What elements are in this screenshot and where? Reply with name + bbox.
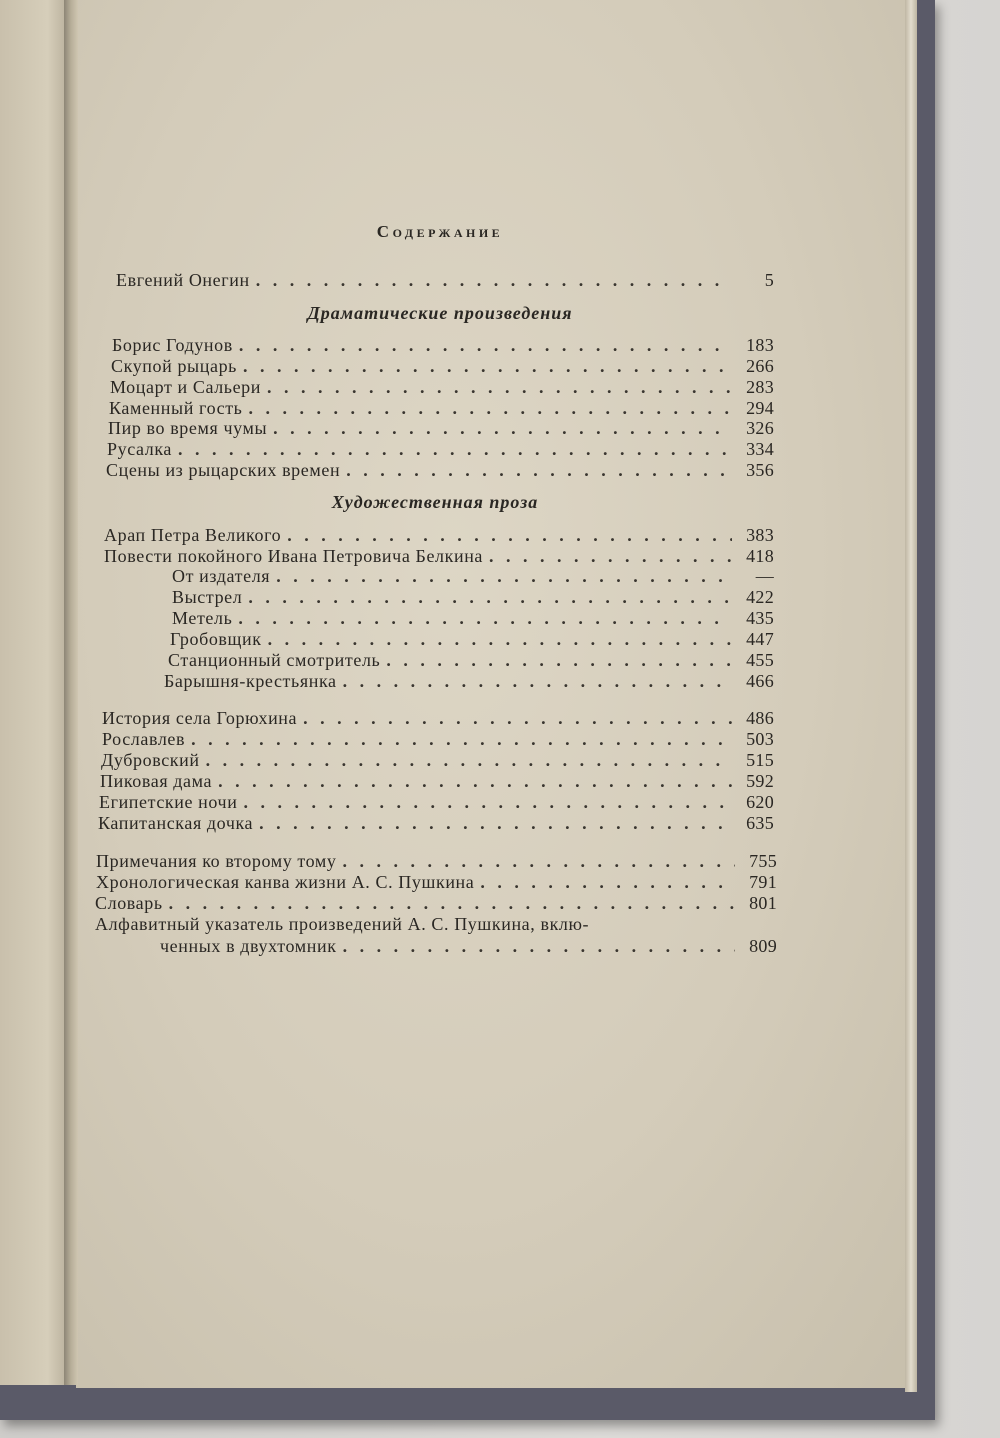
- entry-label: Рославлев: [102, 729, 186, 749]
- entry-page: 266: [746, 356, 774, 376]
- entry-page: 5: [764, 270, 774, 290]
- entry-label: Пир во время чумы: [108, 418, 268, 438]
- entry-page: 334: [746, 439, 774, 459]
- entry-page: 447: [746, 629, 774, 649]
- entry-label: Арап Петра Великого: [104, 525, 282, 545]
- leader-dots: [178, 438, 732, 460]
- entry-page: 503: [746, 729, 774, 749]
- leader-dots: [303, 707, 732, 729]
- entry-label: Скупой рыцарь: [111, 356, 237, 376]
- entry-page: 383: [746, 525, 774, 545]
- leader-dots: [276, 565, 732, 587]
- leader-dots: [248, 397, 732, 419]
- leader-dots: [239, 334, 732, 356]
- entry-page: 755: [749, 851, 777, 871]
- toc-sub-entry: [172, 607, 774, 629]
- leader-dots: [343, 935, 735, 957]
- toc-entry: [104, 545, 774, 567]
- toc-entry: [100, 770, 774, 792]
- leader-dots: [243, 791, 732, 813]
- entry-label: История села Горюхина: [102, 708, 298, 728]
- leader-dots: [256, 269, 732, 291]
- leader-dots: [273, 417, 732, 439]
- entry-page: 592: [746, 771, 774, 791]
- entry-page: 486: [746, 708, 774, 728]
- toc-sub-entry: [172, 586, 774, 608]
- toc-sub-entry: [164, 670, 774, 692]
- leader-dots: [243, 355, 732, 377]
- entry-page: 620: [746, 792, 774, 812]
- leader-dots: [346, 459, 732, 481]
- entry-label-line2: ченных в двухтомник: [160, 936, 337, 956]
- leader-dots: [480, 871, 735, 893]
- leader-dots: [206, 749, 732, 771]
- toc-entry: [102, 707, 774, 729]
- entry-page: 294: [746, 398, 774, 418]
- entry-label: Хронологическая канва жизни А. С. Пушкина: [96, 872, 475, 892]
- leader-dots: [489, 545, 732, 567]
- toc-entry: [95, 892, 777, 914]
- entry-label: От издателя: [172, 566, 271, 586]
- toc-entry: [102, 728, 774, 750]
- entry-label: Станционный смотритель: [168, 650, 381, 670]
- toc-entry: [107, 438, 774, 460]
- entry-label: Примечания ко второму тому: [96, 851, 337, 871]
- entry-label: Евгений Онегин: [116, 270, 250, 290]
- leader-dots: [191, 728, 732, 750]
- entry-label: Борис Годунов: [112, 335, 233, 355]
- entry-page: 455: [746, 650, 774, 670]
- entry-label: Дубровский: [101, 750, 200, 770]
- toc-entry: [98, 812, 774, 834]
- entry-page: 791: [749, 872, 777, 892]
- entry-label-line1: Алфавитный указатель произведений А. С. Пушкина, вклю-: [95, 914, 590, 934]
- toc-entry: [109, 397, 774, 419]
- entry-label: Метель: [172, 608, 233, 628]
- toc-sub-entry: [170, 628, 774, 650]
- entry-label: Русалка: [107, 439, 173, 459]
- entry-label: Повести покойного Ивана Петровича Белкина: [104, 546, 484, 566]
- entry-page: 283: [746, 377, 774, 397]
- entry-label: Египетские ночи: [99, 792, 238, 812]
- entry-page: 809: [749, 936, 777, 956]
- leader-dots: [287, 524, 732, 546]
- entry-page: 326: [746, 418, 774, 438]
- toc-entry: [160, 935, 777, 957]
- section-heading: Драматические произведения: [307, 303, 573, 323]
- entry-page: 418: [746, 546, 774, 566]
- toc-entry: [106, 459, 774, 481]
- leader-dots: [343, 850, 736, 872]
- toc-entry: [110, 376, 774, 398]
- toc-sub-entry: [168, 649, 774, 671]
- entry-page: 422: [746, 587, 774, 607]
- leader-dots: [386, 649, 732, 671]
- leader-dots: [169, 892, 735, 914]
- toc-entry: [112, 334, 774, 356]
- toc-entry: [99, 791, 774, 813]
- leader-dots: [238, 607, 732, 629]
- entry-label: Моцарт и Сальери: [110, 377, 262, 397]
- entry-page: 435: [746, 608, 774, 628]
- entry-page: 183: [746, 335, 774, 355]
- toc-entry: [104, 524, 774, 546]
- leader-dots: [248, 586, 732, 608]
- leader-dots: [343, 670, 732, 692]
- entry-page: —: [755, 566, 774, 586]
- entry-label: Сцены из рыцарских времен: [106, 460, 341, 480]
- entry-label: Капитанская дочка: [98, 813, 254, 833]
- entry-page: 466: [746, 671, 774, 691]
- toc-entry: [96, 850, 777, 872]
- section-heading: Художественная проза: [331, 492, 539, 512]
- leader-dots: [218, 770, 732, 792]
- entry-label: Каменный гость: [109, 398, 243, 418]
- leader-dots: [267, 376, 732, 398]
- entry-label: Пиковая дама: [100, 771, 213, 791]
- entry-label: Выстрел: [172, 587, 243, 607]
- toc-title: Содержание: [376, 222, 504, 241]
- entry-page: 515: [746, 750, 774, 770]
- leader-dots: [268, 628, 732, 650]
- toc-entry: [111, 355, 774, 377]
- toc-entry: [116, 269, 774, 291]
- entry-label: Гробовщик: [170, 629, 262, 649]
- toc-sub-entry: [172, 565, 774, 587]
- entry-label: Словарь: [95, 893, 163, 913]
- entry-page: 635: [746, 813, 774, 833]
- entry-label: Барышня-крестьянка: [164, 671, 337, 691]
- toc-entry: [108, 417, 774, 439]
- toc-entry: [96, 871, 777, 893]
- toc-entry: [101, 749, 774, 771]
- entry-page: 801: [749, 893, 777, 913]
- entry-page: 356: [746, 460, 774, 480]
- leader-dots: [259, 812, 732, 834]
